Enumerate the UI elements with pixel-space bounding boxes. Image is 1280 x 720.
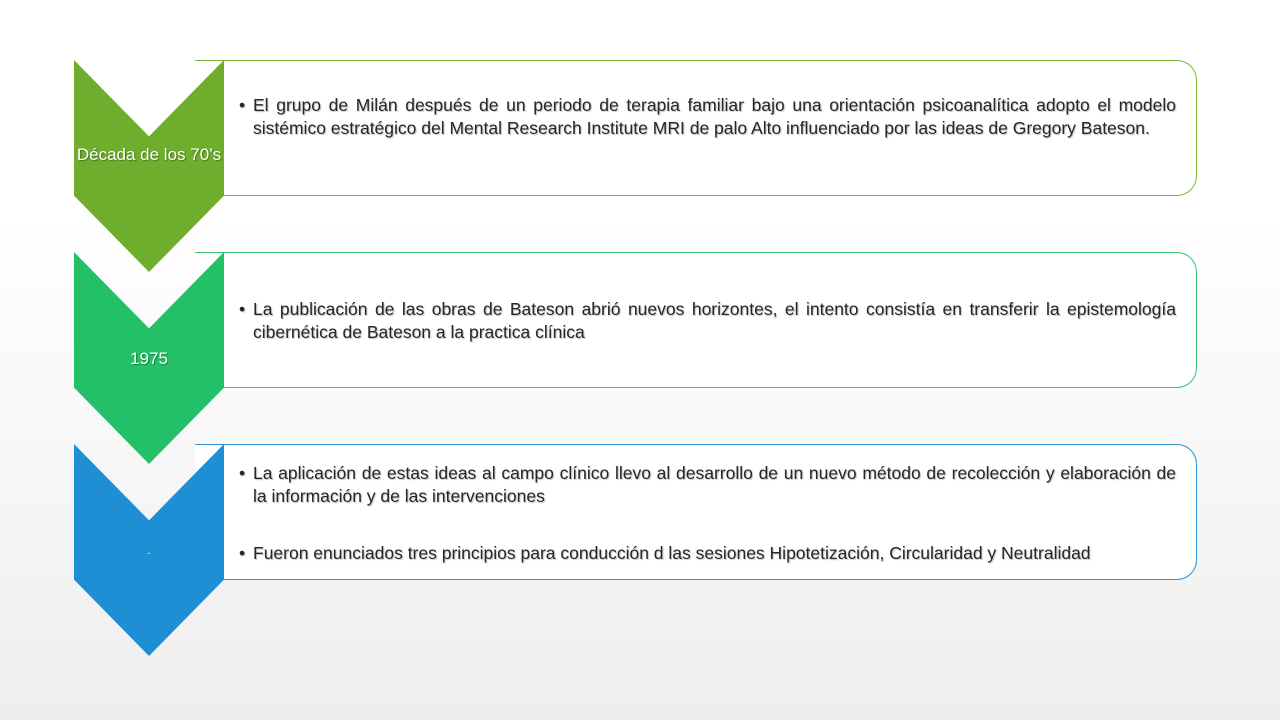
step-1-chevron (74, 60, 224, 272)
step-1-content-box (195, 60, 1197, 196)
bullet-icon: • (239, 543, 246, 563)
step-3-content-box (195, 444, 1197, 580)
bullet-icon: • (239, 95, 246, 115)
step-2-bullet-list (195, 253, 1196, 344)
step-3-bullet-1-text: La aplicación de estas ideas al campo clínico llevo al desarrollo de un nuevo método de recolección y elaboración de la información y de las intervenciones (253, 463, 1176, 506)
step-1-bullet-list (195, 61, 1196, 140)
step-2-bullet-1 (195, 298, 1196, 344)
step-3-bullet-2-text: Fueron enunciados tres principios para conducción d las sesiones Hipotetización, Circularidad y Neutralidad (253, 543, 1091, 563)
step-1-label: Década de los 70’s (76, 145, 222, 164)
step-1-bullet-1-text: El grupo de Milán después de un periodo de terapia familiar bajo una orientación psicoanalítica adopto el modelo sistémico estratégico del Mental Research Institute MRI de palo Alto influenciado por las ideas de Gregory Bateson. (253, 95, 1176, 138)
step-3-bullet-list (195, 445, 1196, 565)
step-2-content-box (195, 252, 1197, 388)
bullet-icon: • (239, 463, 246, 483)
step-2-bullet-1-text: La publicación de las obras de Bateson abrió nuevos horizontes, el intento consistía en transferir la epistemología cibernética de Bateson a la practica clínica (253, 299, 1176, 342)
step-2-label: 1975 (130, 349, 168, 368)
step-1-bullet-1 (195, 94, 1196, 140)
step-3-bullet-2 (195, 542, 1196, 565)
bullet-icon: • (239, 299, 246, 319)
step-3-bullet-1 (195, 462, 1196, 508)
step-3-label: - (147, 548, 151, 558)
